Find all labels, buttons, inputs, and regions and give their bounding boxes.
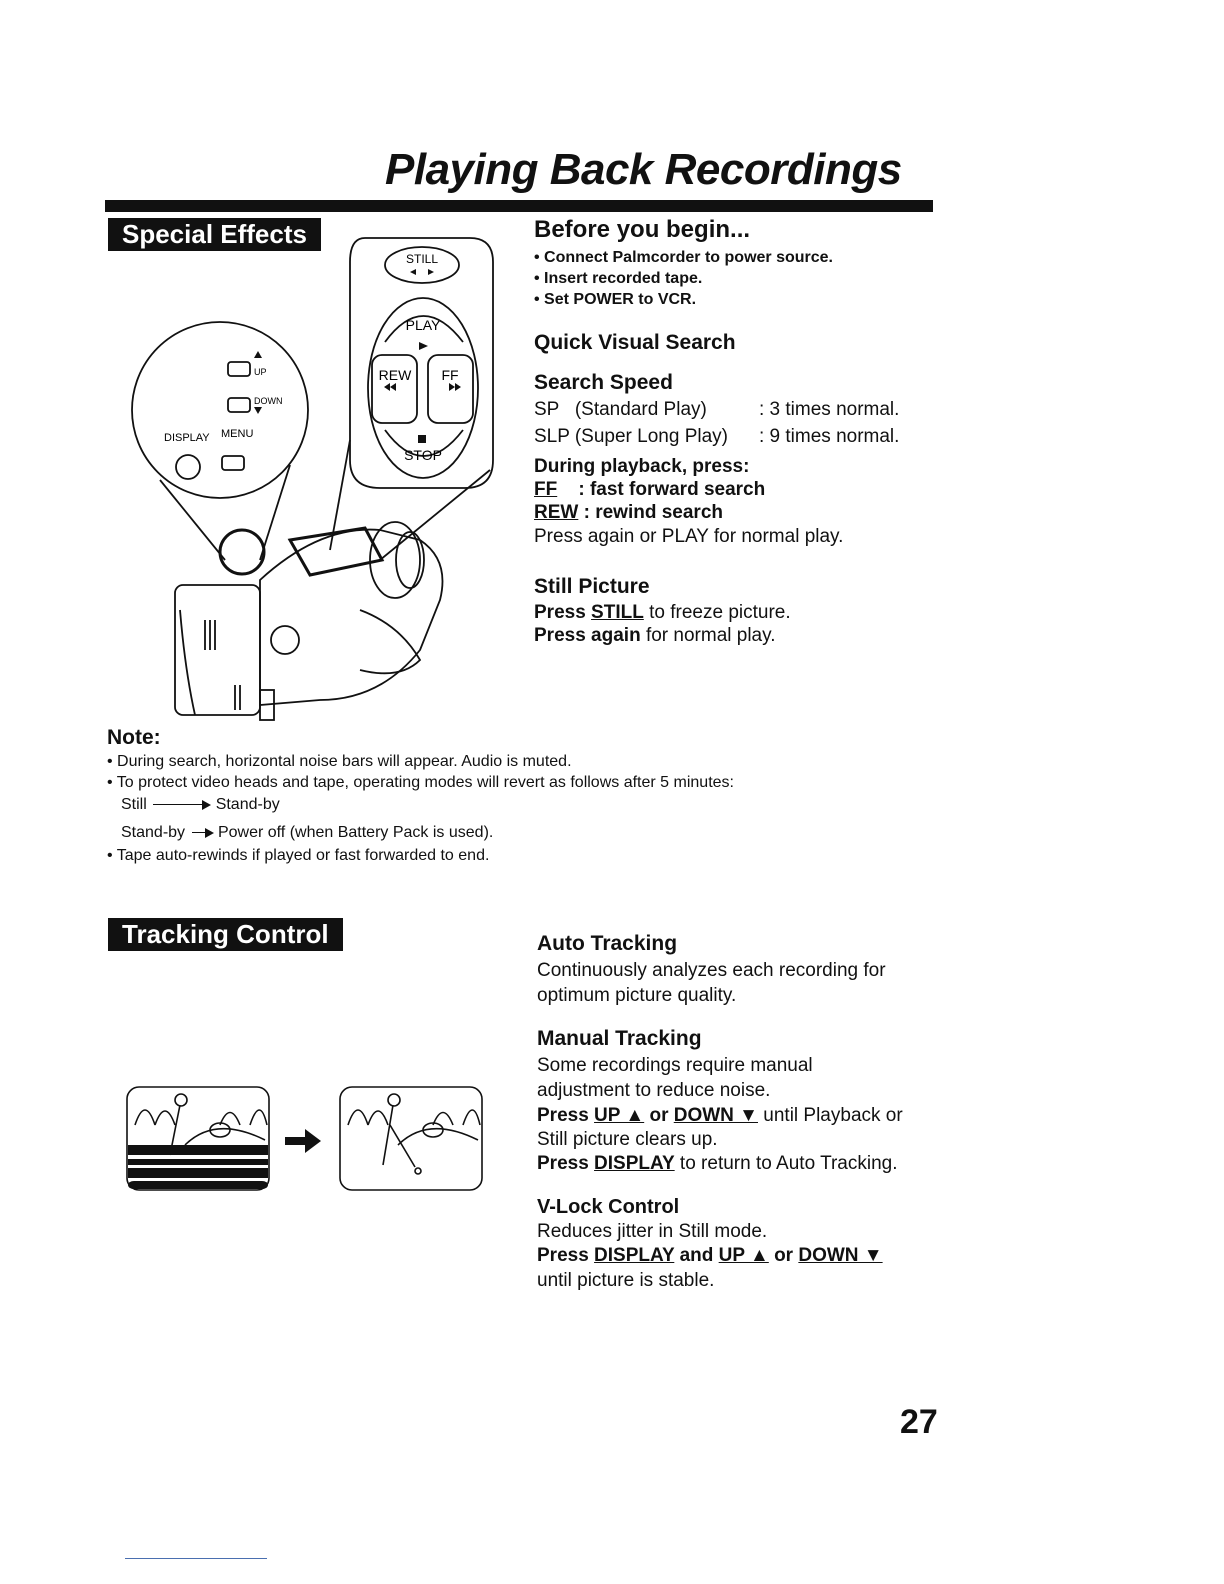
manual-press-up-down: Press UP ▲ or DOWN ▼ until Playback or <box>537 1105 903 1126</box>
still-instruction-1: Press STILL to freeze picture. <box>534 602 791 623</box>
arrow-icon <box>285 1129 321 1153</box>
special-effects-label: Special Effects <box>108 218 321 251</box>
manual-tracking-heading: Manual Tracking <box>537 1027 702 1050</box>
press-again-play: Press again or PLAY for normal play. <box>534 526 844 547</box>
noise-bars <box>128 1145 268 1189</box>
lcd-panel <box>175 585 260 715</box>
menu-button <box>222 456 244 470</box>
still-instruction-2: Press again for normal play. <box>534 625 776 646</box>
speed-row-sp: SP (Standard Play) : 3 times normal. <box>534 399 900 420</box>
note-line: • During search, horizontal noise bars will appear. Audio is muted. <box>107 753 572 770</box>
play-label: PLAY <box>405 317 441 333</box>
manual-tracking-line: adjustment to reduce noise. <box>537 1080 771 1101</box>
manual-press-display: Press DISPLAY to return to Auto Tracking. <box>537 1153 898 1174</box>
auto-tracking-line: optimum picture quality. <box>537 985 737 1006</box>
search-speed-heading: Search Speed <box>534 371 673 394</box>
before-item: • Connect Palmcorder to power source. <box>534 249 833 266</box>
manual-tracking-line: Some recordings require manual <box>537 1055 813 1076</box>
before-you-begin-heading: Before you begin... <box>534 216 751 243</box>
auto-tracking-line: Continuously analyzes each recording for <box>537 960 886 981</box>
revert-standby-row: Stand-by Power off (when Battery Pack is used). <box>121 824 494 841</box>
page-title: Playing Back Recordings <box>385 145 902 194</box>
still-picture-heading: Still Picture <box>534 575 650 598</box>
still-label: STILL <box>405 252 439 266</box>
ff-label: FF <box>441 367 459 383</box>
title-rule <box>105 200 933 212</box>
quick-visual-search-heading: Quick Visual Search <box>534 331 736 354</box>
camcorder-diagram <box>120 230 500 735</box>
speed-row-slp: SLP (Super Long Play) : 9 times normal. <box>534 426 900 447</box>
footer-rule <box>125 1558 267 1559</box>
display-button <box>176 455 200 479</box>
up-label: UP <box>254 367 267 377</box>
note-line: • To protect video heads and tape, operating modes will revert as follows after 5 minutes: <box>107 774 734 791</box>
vlock-press: Press DISPLAY and UP ▲ or DOWN ▼ <box>537 1245 883 1266</box>
vlock-cont: until picture is stable. <box>537 1270 715 1291</box>
vlock-heading: V-Lock Control <box>537 1196 680 1218</box>
arrow-icon <box>151 800 211 810</box>
down-label: DOWN <box>254 396 283 406</box>
vlock-line: Reduces jitter in Still mode. <box>537 1221 768 1242</box>
rew-label: REW <box>378 367 412 383</box>
tracking-illustration <box>125 1085 490 1195</box>
ff-instruction: FF : fast forward search <box>534 479 766 500</box>
tracking-control-label: Tracking Control <box>108 918 343 951</box>
clear-picture-frame <box>340 1087 482 1190</box>
arrow-icon <box>190 828 214 838</box>
before-item: • Set POWER to VCR. <box>534 291 697 308</box>
manual-press-cont: Still picture clears up. <box>537 1129 718 1150</box>
camcorder-body <box>260 530 443 705</box>
display-menu-bubble <box>132 322 308 498</box>
stop-label: STOP <box>404 447 442 463</box>
up-button <box>228 362 250 376</box>
auto-tracking-heading: Auto Tracking <box>537 932 678 955</box>
page-number: 27 <box>900 1403 938 1441</box>
display-label: DISPLAY <box>164 432 210 444</box>
down-button <box>228 398 250 412</box>
revert-still-row: Still Stand-by <box>121 796 280 813</box>
note-line: • Tape auto-rewinds if played or fast forwarded to end. <box>107 847 490 864</box>
menu-label: MENU <box>221 428 254 440</box>
before-item: • Insert recorded tape. <box>534 270 703 287</box>
during-playback-heading: During playback, press: <box>534 456 750 477</box>
rew-instruction: REW : rewind search <box>534 502 723 523</box>
note-heading: Note: <box>107 726 161 749</box>
